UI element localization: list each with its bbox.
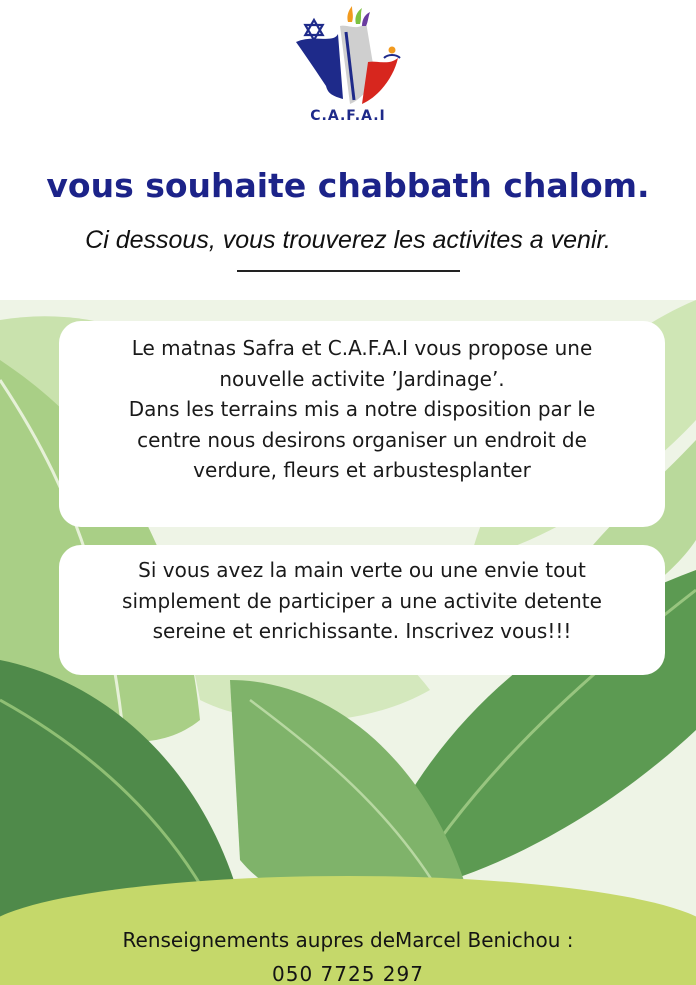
subheadline: Ci dessous, vous trouverez les activites a venir. [85, 226, 611, 254]
cafai-logo-icon [288, 4, 408, 108]
activity-card [59, 321, 665, 527]
card-line: verdure, fleurs et arbustesplanter [193, 458, 531, 482]
card-line: Le matnas Safra et C.A.F.A.I vous propose une [131, 336, 593, 360]
card-line: Dans les terrains mis a notre disposition par le [128, 397, 596, 421]
invitation-card [59, 545, 665, 675]
card-line: Si vous avez la main verte ou une envie tout [138, 558, 586, 582]
headline: vous souhaite chabbath chalom. [46, 166, 650, 205]
cafai-logo [288, 4, 408, 136]
phone-number[interactable]: 050 7725 297 [272, 962, 424, 985]
card-line: sereine et enrichissante. Inscrivez vous!!! [152, 619, 572, 643]
logo-text: C.A.F.A.I [310, 108, 386, 124]
card-line: nouvelle activite ’Jardinage’. [219, 366, 505, 391]
card-line: simplement de participer a une activite detente [122, 588, 602, 613]
divider [237, 270, 460, 272]
card-line: centre nous desirons organiser un endroit de [137, 427, 587, 452]
contact-text: Renseignements aupres deMarcel Benichou : [122, 928, 574, 952]
